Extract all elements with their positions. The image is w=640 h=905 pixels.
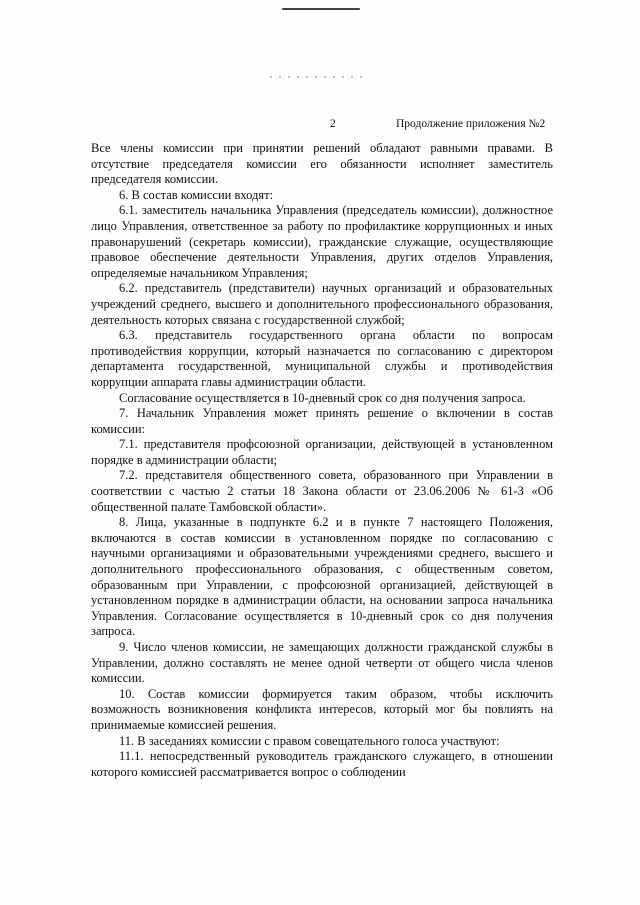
page-header xyxy=(0,118,640,134)
paragraph-6-2: 6.2. представитель (представители) научных организаций и образовательных учреждений среднего, высшего и дополнительного профессионального образования, деятельность которых связана с государственной службой; xyxy=(91,281,553,327)
paragraph-6-3: 6.3. представитель государственного органа области по вопросам противодействия коррупции, который назначается по согласованию с директором департамента государственной, муниципальной службы и противодействия коррупции аппарата главы администрации области. xyxy=(91,328,553,389)
paragraph-8: 8. Лица, указанные в подпункте 6.2 и в пункте 7 настоящего Положения, включаются в состав комиссии в установленном порядке по согласованию с научными организациями и образовательными учреждениями среднего, высшего и дополнительного профессионального образования, с общественным советом, образованным при Управлении, с профсоюзной организацией, действующей в установленном порядке в администрации области, на основании запроса начальника Управления. Согласование осуществляется в 10-дневный срок со дня получения запроса. xyxy=(91,515,553,639)
paragraph-6: 6. В состав комиссии входят: xyxy=(119,187,274,202)
paragraph-approval-term: Согласование осуществляется в 10-дневный срок со дня получения запроса. xyxy=(119,390,526,405)
paragraph-equal-rights: Все члены комиссии при принятии решений обладают равными правами. В отсутствие председателя комиссии его обязанности исполняет заместитель председателя комиссии. xyxy=(91,141,553,187)
paragraph-7: 7. Начальник Управления может принять решение о включении в состав комиссии: xyxy=(91,406,553,436)
scan-artifact-dots xyxy=(270,76,362,78)
scan-artifact-line xyxy=(282,8,360,10)
paragraph-10: 10. Состав комиссии формируется таким образом, чтобы исключить возможность возникновения конфликта интересов, который мог бы повлиять на принимаемые комиссией решения. xyxy=(91,686,553,732)
paragraph-6-1: 6.1. заместитель начальника Управления (председатель комиссии), должностное лицо Управления, ответственное за работу по профилактике коррупционных и иных правонарушений (секретарь комиссии), гражданские служащие, осуществляющие правовое обеспечение деятельности Управления, других отделов Управления, определяемые начальником Управления; xyxy=(91,203,553,280)
paragraph-11: 11. В заседаниях комиссии с правом совещательного голоса участвуют: xyxy=(119,733,500,748)
document-body xyxy=(91,141,553,780)
appendix-continuation: Продолжение приложения №2 xyxy=(396,118,546,130)
page-number: 2 xyxy=(330,118,336,130)
paragraph-9: 9. Число членов комиссии, не замещающих должности гражданской службы в Управлении, должно составлять не менее одной четверти от общего числа членов комиссии. xyxy=(91,640,553,686)
paragraph-11-1: 11.1. непосредственный руководитель гражданского служащего, в отношении которого комиссией рассматривается вопрос о соблюдении xyxy=(91,749,553,779)
paragraph-7-2: 7.2. представителя общественного совета, образованного при Управлении в соответствии с частью 2 статьи 18 Закона области от 23.06.2006 № 61-З «Об общественной палате Тамбовской области». xyxy=(91,468,553,514)
paragraph-7-1: 7.1. представителя профсоюзной организации, действующей в установленном порядке в администрации области; xyxy=(91,437,553,467)
